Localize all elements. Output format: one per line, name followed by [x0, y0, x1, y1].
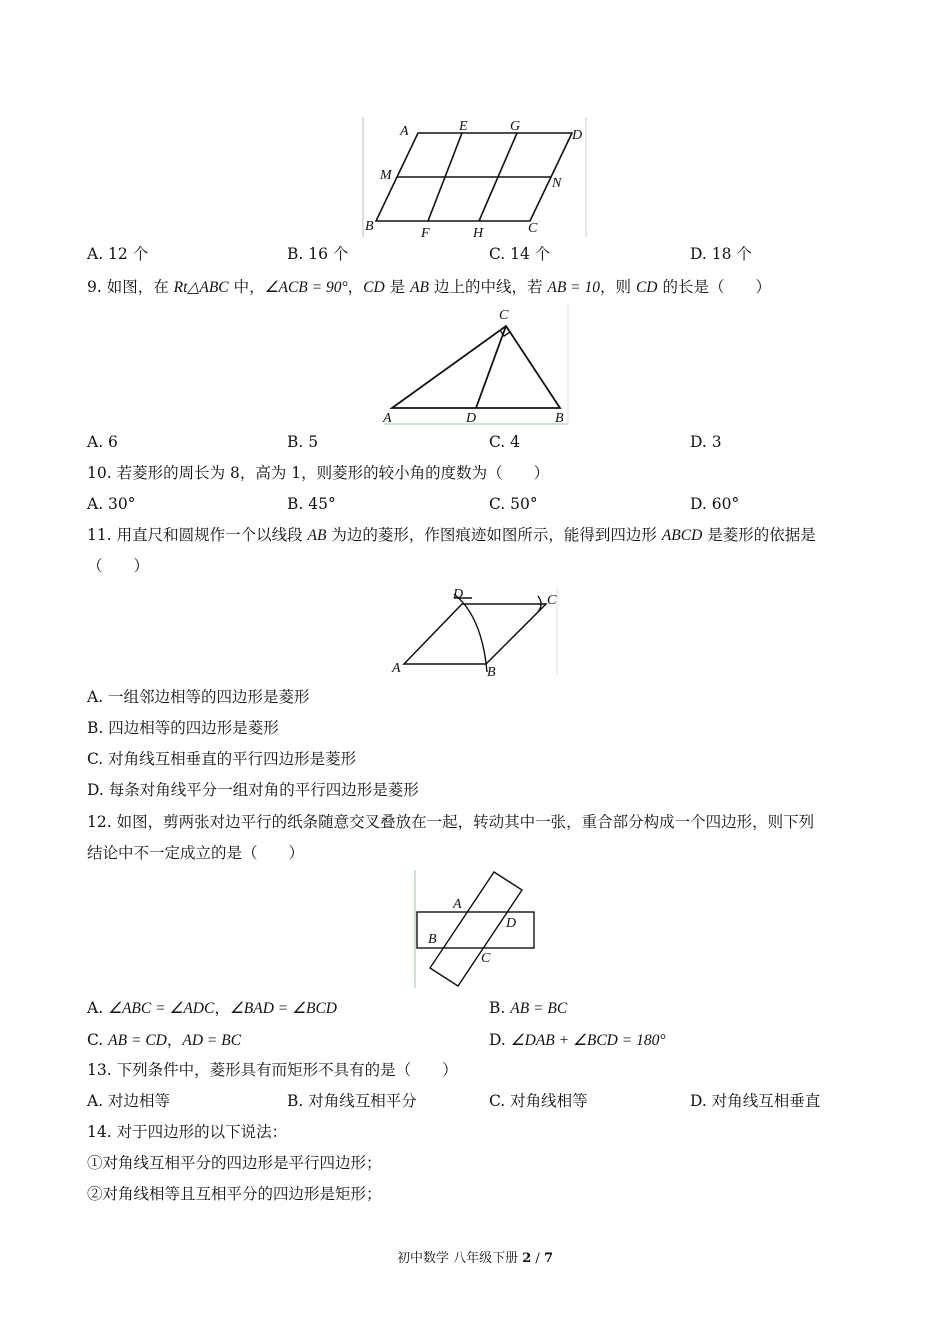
q8-option-a: A. 12 个 — [87, 245, 149, 263]
q9-math-cd-2: CD — [635, 279, 658, 296]
q8-label-a: A — [400, 124, 409, 139]
q12-option-c-math1: AB = CD — [108, 1032, 167, 1049]
q11-option-c: C. 对角线互相垂直的平行四边形是菱形 — [87, 750, 357, 768]
q14-stem: 14. 对于四边形的以下说法： — [87, 1123, 288, 1141]
q11-option-b: B. 四边相等的四边形是菱形 — [87, 719, 279, 737]
q9-label-a: A — [383, 411, 392, 426]
q8-figure — [360, 115, 590, 240]
q12-option-d — [489, 1029, 666, 1052]
q8-label-f: F — [421, 226, 430, 240]
q11-stem-line1 — [87, 524, 816, 547]
q12-option-b — [489, 997, 567, 1020]
q12-option-a-math1: ∠ABC = ∠ADC — [108, 1000, 215, 1017]
q13-option-b: B. 对角线互相平分 — [287, 1092, 417, 1110]
q9-option-a: A. 6 — [87, 433, 118, 451]
q9-option-d: D. 3 — [690, 433, 722, 451]
q11-option-d: D. 每条对角线平分一组对角的平行四边形是菱形 — [87, 781, 419, 799]
q8-label-c: C — [528, 221, 538, 236]
q11-label-b: B — [487, 665, 496, 678]
footer-total-pages: 7 — [543, 1251, 553, 1266]
q9-option-b: B. 5 — [287, 433, 319, 451]
q8-label-h: H — [473, 226, 484, 240]
q14-item-1: ①对角线互相平分的四边形是平行四边形； — [87, 1154, 382, 1172]
q10-option-c: C. 50° — [489, 495, 538, 513]
q12-option-c-prefix: C. — [87, 1031, 109, 1049]
q12-option-a-prefix: A. — [87, 999, 109, 1017]
q12-option-c — [87, 1029, 241, 1052]
q8-option-b: B. 16 个 — [287, 245, 349, 263]
q11-stem-suffix: 是菱形的依据是 — [702, 526, 816, 544]
q9-stem-text-2: ， — [347, 278, 364, 296]
q9-stem-text-5: ，则 — [600, 278, 636, 296]
q8-option-d: D. 18 个 — [690, 245, 752, 263]
q13-option-a: A. 对边相等 — [87, 1092, 171, 1110]
q13-stem: 13. 下列条件中，菱形具有而矩形不具有的是（ ） — [87, 1061, 458, 1079]
footer-page-number: 2 — [522, 1251, 532, 1266]
q10-option-a: A. 30° — [87, 495, 136, 513]
q14-item-2: ②对角线相等且互相平分的四边形是矩形； — [87, 1185, 382, 1203]
q12-option-a-math2: ∠BAD = ∠BCD — [229, 1000, 337, 1017]
q9-stem-text-4: 边上的中线，若 — [429, 278, 548, 296]
q9-math-triangle: Rt△ABC — [173, 279, 229, 296]
q9-option-c: C. 4 — [489, 433, 521, 451]
q9-stem-prefix: 9. 如图，在 — [87, 278, 174, 296]
q10-option-b: B. 45° — [287, 495, 336, 513]
q11-label-a: A — [392, 661, 401, 676]
q12-option-b-math: AB = BC — [510, 1000, 568, 1017]
footer-subject: 初中数学 八年级下册 — [396, 1251, 523, 1266]
q12-stem-line2: 结论中不一定成立的是（ ） — [87, 844, 305, 862]
q12-option-a — [87, 997, 337, 1020]
q9-label-d: D — [466, 411, 477, 426]
q9-math-ab: AB — [410, 279, 430, 296]
q8-label-n: N — [552, 176, 562, 191]
q11-math-ab: AB — [307, 527, 327, 544]
q12-label-a: A — [453, 897, 462, 912]
q13-option-c: C. 对角线相等 — [489, 1092, 588, 1110]
q11-stem-prefix: 11. 用直尺和圆规作一个以线段 — [87, 526, 308, 544]
q11-stem-mid: 为边的菱形，作图痕迹如图所示，能得到四边形 — [326, 526, 662, 544]
q8-label-b: B — [365, 219, 374, 234]
q11-option-a: A. 一组邻边相等的四边形是菱形 — [87, 688, 310, 706]
q12-option-d-math: ∠DAB + ∠BCD = 180° — [510, 1032, 666, 1049]
q12-stem-line1: 12. 如图，剪两张对边平行的纸条随意交叉叠放在一起，转动其中一张，重合部分构成一个四边形，则下列 — [87, 813, 815, 831]
q9-math-cd: CD — [363, 279, 385, 296]
q9-math-angle: ∠ACB = 90° — [264, 279, 348, 296]
q12-label-c: C — [481, 951, 491, 966]
q12-option-c-sep: ， — [166, 1031, 183, 1049]
q12-figure — [412, 868, 538, 990]
q13-option-d: D. 对角线互相垂直 — [690, 1092, 821, 1110]
q8-option-c: C. 14 个 — [489, 245, 551, 263]
footer-separator: / — [531, 1251, 544, 1266]
q9-stem-suffix: 的长是（ ） — [657, 278, 771, 296]
q9-figure — [378, 300, 574, 428]
q9-stem-text-1: 中， — [228, 278, 265, 296]
q9-stem-text-3: 是 — [384, 278, 411, 296]
q11-label-c: C — [547, 593, 557, 608]
q8-label-d: D — [572, 128, 583, 143]
q11-figure — [390, 584, 562, 678]
q8-label-m: M — [380, 168, 392, 183]
q12-label-b: B — [428, 932, 437, 947]
q10-option-d: D. 60° — [690, 495, 740, 513]
page-footer — [0, 1247, 950, 1266]
q12-label-d: D — [506, 916, 517, 931]
q9-stem — [87, 276, 771, 299]
q10-stem: 10. 若菱形的周长为 8，高为 1，则菱形的较小角的度数为（ ） — [87, 464, 550, 482]
q9-math-ab-value: AB = 10 — [547, 279, 601, 296]
q11-label-d: D — [453, 587, 464, 602]
q11-stem-line2: （ ） — [87, 557, 150, 575]
q12-option-b-prefix: B. — [489, 999, 511, 1017]
q9-label-b: B — [555, 411, 564, 426]
q8-label-g: G — [510, 119, 521, 134]
q12-option-a-sep: ， — [214, 999, 230, 1017]
q12-option-d-prefix: D. — [489, 1031, 511, 1049]
q12-option-c-math2: AD = BC — [182, 1032, 242, 1049]
q11-math-abcd: ABCD — [661, 527, 703, 544]
q8-label-e: E — [459, 119, 468, 134]
q9-label-c: C — [499, 308, 509, 323]
